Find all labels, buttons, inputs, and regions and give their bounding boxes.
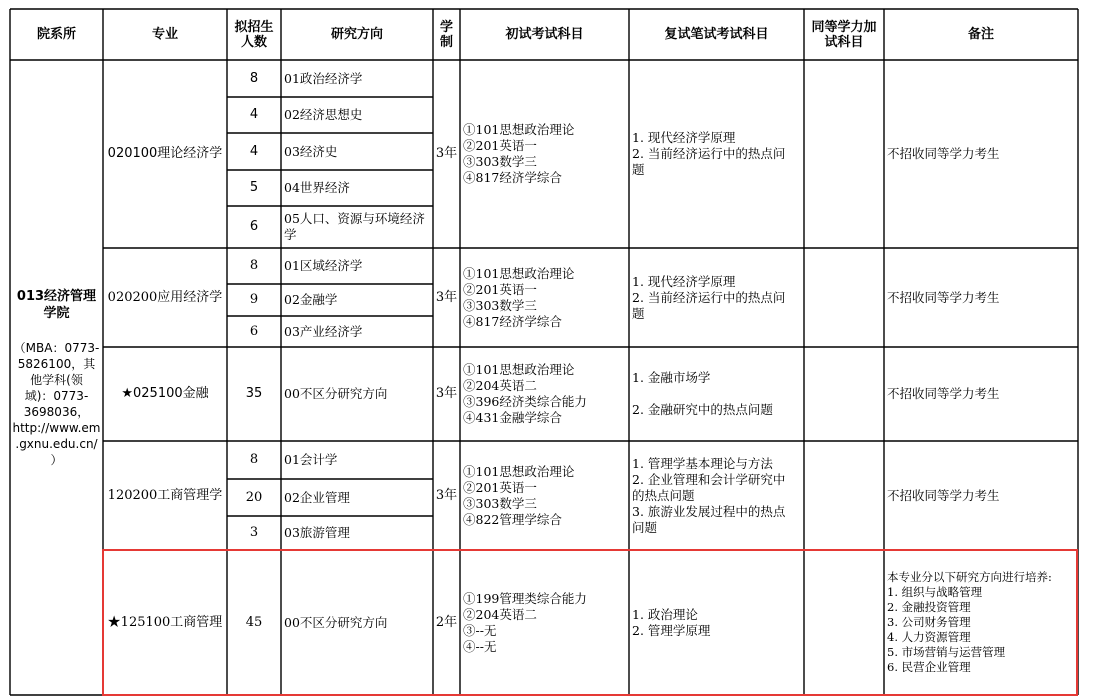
study-duration	[433, 60, 460, 248]
enrollment-count	[227, 479, 281, 516]
equivalent-extra-subjects	[804, 248, 884, 347]
equivalent-extra-subjects	[804, 441, 884, 550]
remarks	[884, 60, 1078, 248]
enrollment-count	[227, 248, 281, 284]
header-major	[103, 9, 227, 60]
enrollment-count-text: 8	[249, 452, 259, 467]
research-direction	[281, 248, 433, 284]
enrollment-count	[227, 516, 281, 550]
remarks	[884, 550, 1078, 695]
remarks-text: 不招收同等学力考生	[887, 289, 1000, 305]
enrollment-count	[227, 347, 281, 441]
enrollment-count-text: 8	[249, 258, 259, 273]
initial-exam-subjects	[460, 550, 629, 695]
major-name-text: ★025100金融	[121, 386, 209, 401]
retest-subjects	[629, 550, 804, 695]
remarks-text: 本专业分以下研究方向进行培养: 1. 组织与战略管理 2. 金融投资管理 3. 公司财务管理 4. 人力资源管理 5. 市场营销与运营管理 6. 民营企业管理	[887, 570, 1052, 674]
research-direction	[281, 347, 433, 441]
major-name	[103, 550, 227, 695]
header-remarks-text: 备注	[967, 27, 994, 42]
enrollment-count	[227, 133, 281, 170]
enrollment-count	[227, 206, 281, 248]
header-initial-exam	[460, 9, 629, 60]
enrollment-count	[227, 170, 281, 206]
research-direction	[281, 60, 433, 97]
study-duration	[433, 550, 460, 695]
study-duration	[433, 347, 460, 441]
enrollment-count-text: 3	[249, 525, 259, 540]
study-duration-text: 2年	[435, 614, 458, 630]
initial-exam-subjects	[460, 347, 629, 441]
research-direction	[281, 479, 433, 516]
study-duration	[433, 248, 460, 347]
header-retest	[629, 9, 804, 60]
research-direction	[281, 316, 433, 347]
research-direction-text: 04世界经济	[284, 180, 350, 195]
enrollment-count-text: 8	[249, 70, 259, 86]
research-direction-text: 00不区分研究方向	[284, 614, 388, 630]
research-direction	[281, 550, 433, 695]
enrollment-count-text: 4	[249, 107, 259, 122]
equivalent-extra-subjects	[804, 550, 884, 695]
study-duration	[433, 441, 460, 550]
enrollment-count	[227, 97, 281, 133]
initial-exam-subjects-text: ①101思想政治理论 ②201英语一 ③303数学三 ④822管理学综合	[463, 463, 575, 527]
department-cell	[10, 60, 103, 695]
retest-subjects	[629, 441, 804, 550]
initial-exam-subjects	[460, 441, 629, 550]
header-retest-text: 复试笔试考试科目	[664, 27, 769, 42]
research-direction	[281, 441, 433, 479]
header-enroll	[227, 9, 281, 60]
enrollment-count-text: 9	[249, 292, 259, 307]
enrollment-count-text: 6	[249, 323, 259, 339]
retest-subjects	[629, 248, 804, 347]
enrollment-count	[227, 284, 281, 316]
department-name: 013经济管理 学院	[16, 288, 97, 321]
header-enroll-text: 拟招生 人数	[234, 19, 274, 50]
department-contact-note: （MBA：0773- 5826100，其 他学科(领 域)：0773- 3698036， http://www.em .gxnu.edu.cn/ ）	[12, 340, 101, 467]
remarks	[884, 248, 1078, 347]
major-name	[103, 441, 227, 550]
research-direction-text: 01政治经济学	[284, 70, 363, 86]
major-name-text: 020100理论经济学	[107, 146, 223, 161]
header-remarks	[884, 9, 1078, 60]
enrollment-count-text: 5	[249, 180, 259, 195]
header-duration	[433, 9, 460, 60]
initial-exam-subjects-text: ①101思想政治理论 ②201英语一 ③303数学三 ④817经济学综合	[463, 265, 575, 329]
header-dept-text: 院系所	[36, 27, 76, 42]
retest-subjects	[629, 60, 804, 248]
header-initial-exam-text: 初试考试科目	[505, 27, 584, 42]
header-direction-text: 研究方向	[330, 27, 383, 42]
research-direction-text: 03产业经济学	[284, 323, 363, 339]
initial-exam-subjects	[460, 60, 629, 248]
enrollment-count-text: 6	[249, 219, 259, 234]
header-direction	[281, 9, 433, 60]
research-direction	[281, 516, 433, 550]
retest-subjects-text: 1. 现代经济学原理 2. 当前经济运行中的热点问 题	[632, 130, 786, 177]
enrollment-count-text: 35	[245, 386, 263, 401]
major-name-text: 120200工商管理学	[107, 487, 223, 503]
major-name	[103, 248, 227, 347]
retest-subjects	[629, 347, 804, 441]
enrollment-count-text: 20	[245, 489, 263, 505]
research-direction	[281, 206, 433, 248]
header-equivalent	[804, 9, 884, 60]
header-dept	[10, 9, 103, 60]
research-direction-text: 02企业管理	[284, 489, 350, 505]
research-direction-text: 03旅游管理	[284, 525, 350, 540]
remarks-text: 不招收同等学力考生	[887, 146, 1000, 161]
header-equivalent-text: 同等学力加 试科目	[811, 19, 877, 50]
initial-exam-subjects	[460, 248, 629, 347]
remarks	[884, 347, 1078, 441]
enrollment-count-text: 45	[245, 614, 263, 630]
initial-exam-subjects-text: ①199管理类综合能力 ②204英语二 ③--无 ④--无	[463, 590, 587, 654]
equivalent-extra-subjects	[804, 60, 884, 248]
research-direction-text: 00不区分研究方向	[284, 386, 388, 401]
enrollment-count	[227, 441, 281, 479]
retest-subjects-text: 1. 政治理论 2. 管理学原理	[632, 606, 711, 638]
research-direction	[281, 133, 433, 170]
major-name	[103, 60, 227, 248]
research-direction-text: 01区域经济学	[284, 258, 363, 273]
remarks-text: 不招收同等学力考生	[887, 386, 1000, 401]
retest-subjects-text: 1. 管理学基本理论与方法 2. 企业管理和会计学研究中 的热点问题 3. 旅游业发展过程中的热点 问题	[632, 455, 786, 535]
initial-exam-subjects-text: ①101思想政治理论 ②204英语二 ③396经济类综合能力 ④431金融学综合	[463, 362, 587, 425]
header-major-text: 专业	[151, 27, 178, 42]
research-direction	[281, 284, 433, 316]
study-duration-text: 3年	[435, 487, 458, 503]
research-direction-text: 05人口、资源与环境经济 学	[284, 211, 425, 242]
initial-exam-subjects-text: ①101思想政治理论 ②201英语一 ③303数学三 ④817经济学综合	[463, 122, 575, 185]
major-name-text: ★125100工商管理	[107, 614, 223, 630]
research-direction-text: 02金融学	[284, 292, 338, 307]
research-direction	[281, 170, 433, 206]
research-direction-text: 02经济思想史	[284, 107, 363, 122]
enrollment-count	[227, 550, 281, 695]
research-direction	[281, 97, 433, 133]
enrollment-count	[227, 60, 281, 97]
header-duration-text: 学 制	[439, 19, 453, 50]
retest-subjects-text: 1. 现代经济学原理 2. 当前经济运行中的热点问 题	[632, 273, 786, 321]
retest-subjects-text: 1. 金融市场学 2. 金融研究中的热点问题	[632, 370, 773, 417]
study-duration-text: 3年	[435, 289, 458, 305]
study-duration-text: 3年	[435, 386, 458, 401]
enrollment-count	[227, 316, 281, 347]
remarks-text: 不招收同等学力考生	[887, 487, 1000, 503]
enrollment-count-text: 4	[249, 143, 259, 159]
remarks	[884, 441, 1078, 550]
major-name-text: 020200应用经济学	[107, 289, 223, 305]
equivalent-extra-subjects	[804, 347, 884, 441]
research-direction-text: 01会计学	[284, 452, 338, 467]
study-duration-text: 3年	[435, 146, 458, 161]
research-direction-text: 03经济史	[284, 143, 338, 159]
major-name	[103, 347, 227, 441]
